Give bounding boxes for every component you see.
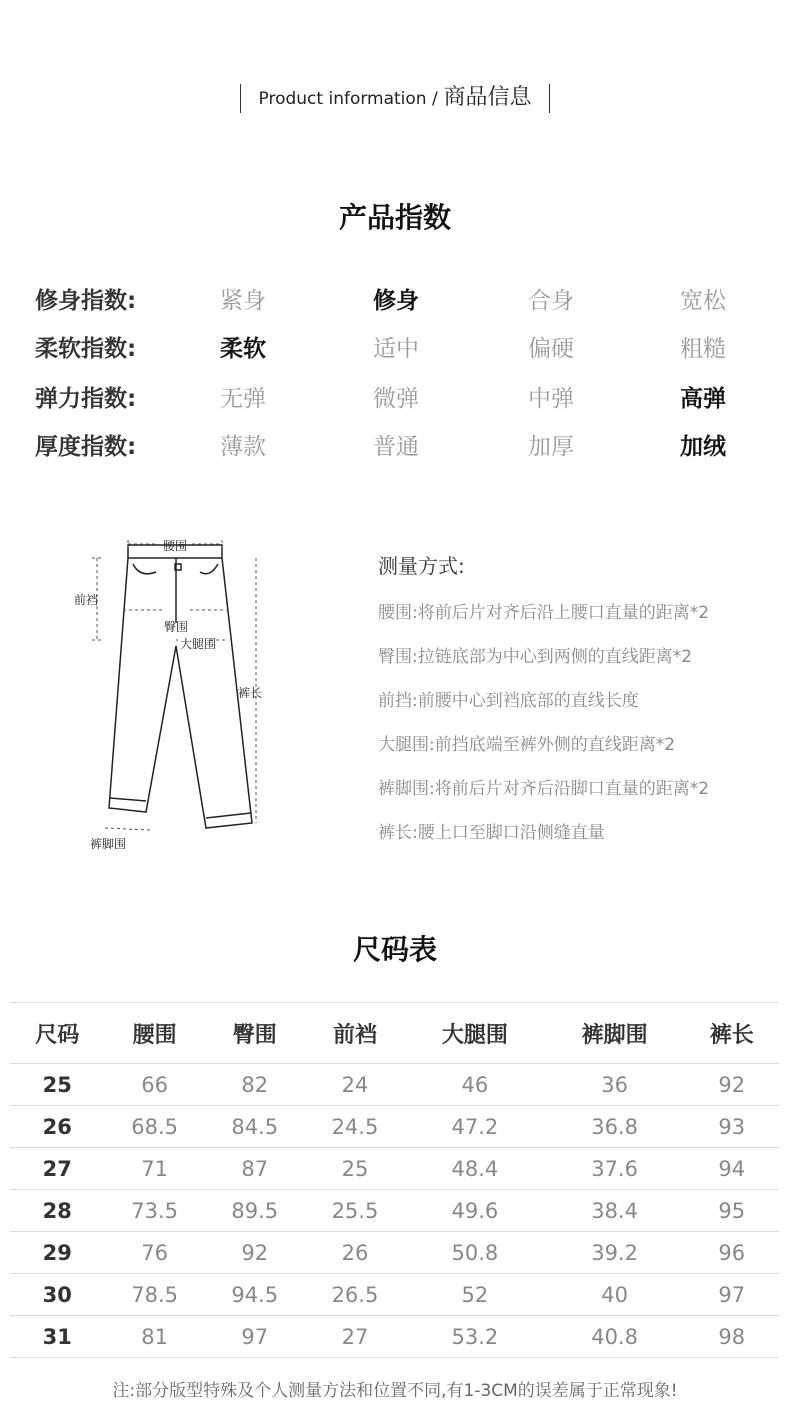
measure-cell: 97 — [205, 1316, 305, 1358]
product-info-title — [240, 84, 551, 113]
size-table-row — [10, 1232, 779, 1274]
measure-cell: 68.5 — [105, 1106, 205, 1148]
measure-cell: 82 — [205, 1064, 305, 1106]
size-table-header-cell: 大腿围 — [405, 1003, 545, 1064]
size-table-row — [10, 1106, 779, 1148]
size-cell: 25 — [10, 1064, 105, 1106]
index-label: 厚度指数: — [35, 434, 137, 460]
product-info-header — [0, 84, 790, 113]
measure-cell: 92 — [684, 1064, 779, 1106]
index-option: 合身 — [528, 288, 574, 314]
index-option: 加厚 — [528, 434, 574, 460]
index-option-selected: 柔软 — [220, 336, 266, 362]
measure-cell: 25 — [305, 1148, 405, 1190]
measure-cell: 73.5 — [105, 1190, 205, 1232]
index-option: 粗糙 — [680, 336, 726, 362]
diagram-thigh-label: 大腿围 — [180, 637, 217, 651]
pants-outline — [109, 545, 252, 828]
measure-cell: 25.5 — [305, 1190, 405, 1232]
measure-cell: 81 — [105, 1316, 205, 1358]
size-cell: 30 — [10, 1274, 105, 1316]
measure-cell: 26.5 — [305, 1274, 405, 1316]
pants-diagram — [60, 528, 290, 868]
measure-cell: 87 — [205, 1148, 305, 1190]
diagram-hem-label: 裤脚围 — [90, 837, 127, 851]
measure-cell: 76 — [105, 1232, 205, 1274]
index-option: 适中 — [373, 336, 419, 362]
measure-cell: 50.8 — [405, 1232, 545, 1274]
measure-cell: 52 — [405, 1274, 545, 1316]
measure-cell: 36.8 — [545, 1106, 685, 1148]
index-option: 中弹 — [528, 386, 574, 412]
index-option: 无弹 — [220, 386, 266, 412]
size-table-title: 尺码表 — [352, 933, 437, 966]
size-note: 注:部分版型特殊及个人测量方法和位置不同,有1-3CM的误差属于正常现象! — [112, 1381, 678, 1401]
index-option: 紧身 — [220, 288, 266, 314]
measure-cell: 96 — [684, 1232, 779, 1274]
size-cell: 31 — [10, 1316, 105, 1358]
index-label: 修身指数: — [35, 288, 137, 314]
product-index-title: 产品指数 — [338, 201, 451, 234]
measure-item: 臀围:拉链底部为中心到两侧的直线距离*2 — [378, 647, 693, 667]
measure-cell: 38.4 — [545, 1190, 685, 1232]
measure-cell: 40.8 — [545, 1316, 685, 1358]
measure-cell: 40 — [545, 1274, 685, 1316]
size-cell: 27 — [10, 1148, 105, 1190]
measure-cell: 71 — [105, 1148, 205, 1190]
measure-cell: 93 — [684, 1106, 779, 1148]
size-table-header — [10, 1003, 779, 1064]
measure-cell: 94.5 — [205, 1274, 305, 1316]
measure-cell: 37.6 — [545, 1148, 685, 1190]
diagram-front-rise-label: 前裆 — [74, 593, 99, 607]
measure-method — [378, 550, 778, 855]
measure-item: 裤长:腰上口至脚口沿侧缝直量 — [378, 823, 605, 843]
size-table-header-cell: 裤长 — [684, 1003, 779, 1064]
measure-method-list — [378, 591, 778, 855]
size-cell: 29 — [10, 1232, 105, 1274]
measure-cell: 26 — [305, 1232, 405, 1274]
measure-method-title: 测量方式: — [378, 554, 465, 578]
measure-cell: 84.5 — [205, 1106, 305, 1148]
measure-cell: 46 — [405, 1064, 545, 1106]
measure-cell: 53.2 — [405, 1316, 545, 1358]
index-option: 普通 — [373, 434, 419, 460]
size-table — [10, 1002, 779, 1358]
header-en: Product information / — [258, 89, 438, 109]
diagram-hip-label: 臀围 — [163, 620, 189, 634]
measure-cell: 97 — [684, 1274, 779, 1316]
measure-cell: 27 — [305, 1316, 405, 1358]
size-table-header-cell: 前裆 — [305, 1003, 405, 1064]
measure-item: 裤脚围:将前后片对齐后沿脚口直量的距离*2 — [378, 779, 710, 799]
measure-cell: 24 — [305, 1064, 405, 1106]
measure-item: 大腿围:前挡底端至裤外侧的直线距离*2 — [378, 735, 676, 755]
index-option-selected: 高弹 — [680, 386, 726, 412]
measure-cell: 49.6 — [405, 1190, 545, 1232]
index-label: 弹力指数: — [35, 386, 137, 412]
measure-cell: 95 — [684, 1190, 779, 1232]
size-table-header-cell: 腰围 — [105, 1003, 205, 1064]
measure-cell: 98 — [684, 1316, 779, 1358]
measure-cell: 36 — [545, 1064, 685, 1106]
measure-cell: 94 — [684, 1148, 779, 1190]
index-row — [0, 428, 790, 468]
measure-cell: 47.2 — [405, 1106, 545, 1148]
size-table-row — [10, 1190, 779, 1232]
index-option: 薄款 — [220, 434, 266, 460]
header-zh: 商品信息 — [443, 85, 532, 110]
measure-cell: 24.5 — [305, 1106, 405, 1148]
size-table-row — [10, 1274, 779, 1316]
size-table-header-cell: 臀围 — [205, 1003, 305, 1064]
size-table-body — [10, 1064, 779, 1358]
index-option: 微弹 — [373, 386, 419, 412]
size-table-header-cell: 尺码 — [10, 1003, 105, 1064]
measure-cell: 48.4 — [405, 1148, 545, 1190]
index-label: 柔软指数: — [35, 336, 137, 362]
measure-cell: 39.2 — [545, 1232, 685, 1274]
measure-cell: 92 — [205, 1232, 305, 1274]
size-table-row — [10, 1064, 779, 1106]
index-option: 宽松 — [680, 288, 726, 314]
size-cell: 28 — [10, 1190, 105, 1232]
diagram-waist-label: 腰围 — [162, 539, 188, 553]
measure-item: 腰围:将前后片对齐后沿上腰口直量的距离*2 — [378, 603, 710, 623]
index-row — [0, 330, 790, 370]
size-table-row — [10, 1148, 779, 1190]
measure-item: 前挡:前腰中心到裆底部的直线长度 — [378, 691, 639, 711]
index-row — [0, 282, 790, 322]
index-option-selected: 加绒 — [680, 434, 726, 460]
index-option-selected: 修身 — [373, 288, 419, 314]
measure-guides — [92, 540, 256, 830]
index-row — [0, 380, 790, 420]
size-table-row — [10, 1316, 779, 1358]
size-cell: 26 — [10, 1106, 105, 1148]
index-option: 偏硬 — [528, 336, 574, 362]
diagram-length-label: 裤长 — [238, 686, 263, 700]
measure-cell: 66 — [105, 1064, 205, 1106]
measure-cell: 89.5 — [205, 1190, 305, 1232]
size-table-header-cell: 裤脚围 — [545, 1003, 685, 1064]
measure-cell: 78.5 — [105, 1274, 205, 1316]
